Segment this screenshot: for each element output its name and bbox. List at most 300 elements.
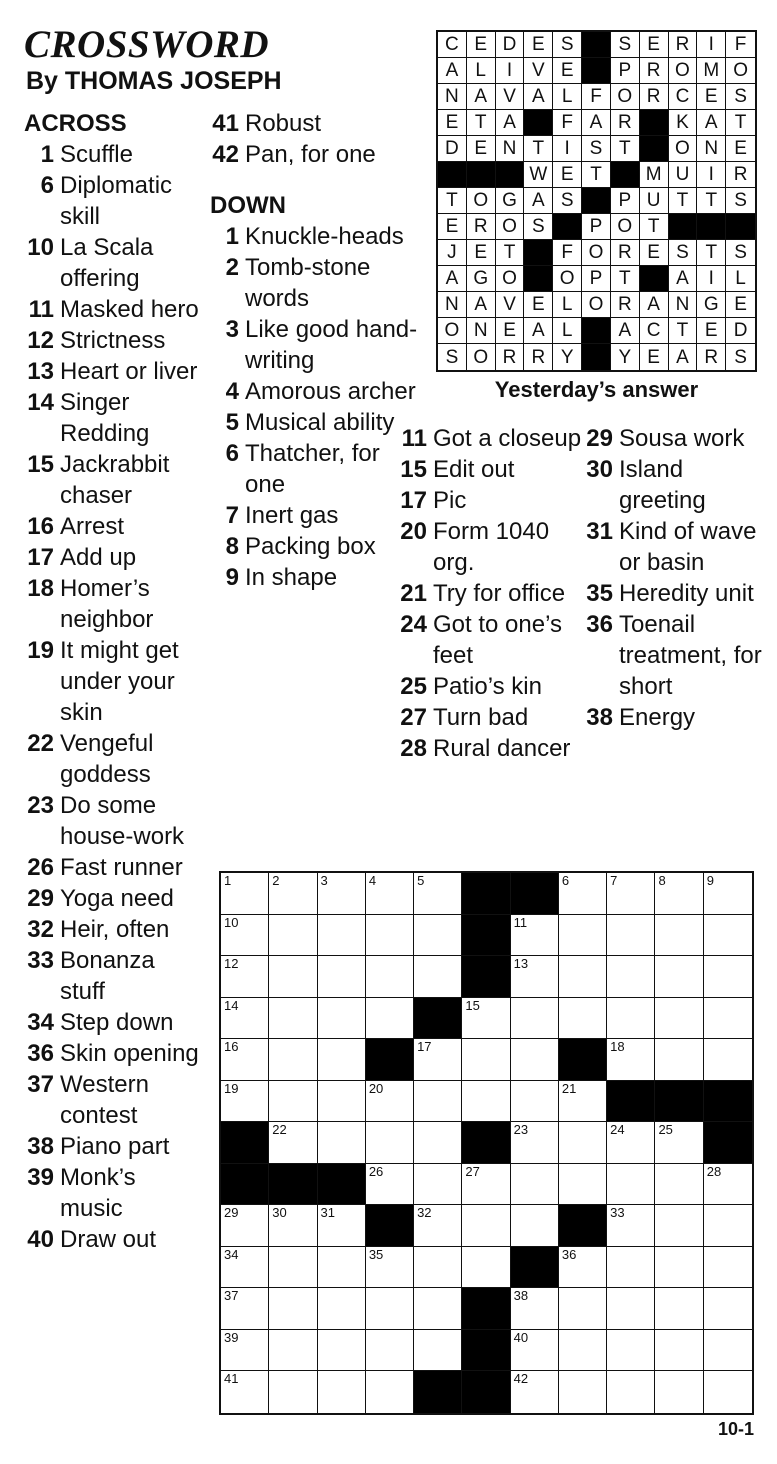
answer-letter: N	[697, 136, 726, 162]
clue-text: Like good hand-writing	[245, 316, 418, 374]
grid-cell[interactable]	[704, 915, 752, 957]
answer-letter: P	[611, 188, 640, 214]
clue-number: 28	[400, 735, 427, 762]
clue-text: La Scala offering	[60, 234, 154, 292]
answer-black-square	[640, 266, 669, 292]
across-clue	[24, 170, 202, 232]
answer-letter: F	[726, 32, 755, 58]
grid-cell[interactable]	[559, 873, 607, 915]
clue-text: Edit out	[433, 456, 515, 483]
clue-number: 1	[40, 141, 54, 168]
grid-cell[interactable]	[655, 1330, 703, 1372]
grid-cell[interactable]	[221, 873, 269, 915]
grid-black-square	[462, 873, 510, 915]
grid-cell[interactable]	[366, 873, 414, 915]
answer-letter: A	[438, 266, 467, 292]
clue-number: 38	[586, 704, 613, 731]
down-clue	[582, 454, 762, 516]
grid-cell[interactable]	[655, 1288, 703, 1330]
puzzle-date: 10-1	[717, 1419, 754, 1439]
grid-black-square	[414, 1371, 462, 1413]
grid-cell[interactable]	[704, 1039, 752, 1081]
answer-letter: T	[640, 214, 669, 240]
answer-letter: T	[669, 188, 698, 214]
grid-cell[interactable]	[221, 998, 269, 1040]
answer-black-square	[611, 162, 640, 188]
clue-text: Patio’s kin	[433, 673, 542, 700]
answer-letter: O	[467, 344, 496, 370]
grid-cell[interactable]	[607, 1122, 655, 1164]
grid-cell[interactable]	[221, 1081, 269, 1123]
down-clue	[210, 407, 420, 438]
answer-letter: A	[640, 292, 669, 318]
grid-black-square	[462, 1371, 510, 1413]
grid-cell[interactable]	[414, 1330, 462, 1372]
grid-cell[interactable]	[366, 1164, 414, 1206]
grid-cell[interactable]	[607, 1164, 655, 1206]
clue-text: Pic	[433, 487, 467, 514]
grid-cell[interactable]	[559, 956, 607, 998]
grid-cell[interactable]	[414, 1288, 462, 1330]
clue-text: Knuckle-heads	[245, 223, 404, 250]
answer-letter: R	[611, 240, 640, 266]
grid-cell[interactable]	[366, 956, 414, 998]
answer-letter: A	[697, 110, 726, 136]
clue-number: 29	[27, 885, 54, 912]
down-clue	[210, 221, 420, 252]
answer-letter: E	[438, 214, 467, 240]
clue-text: Strictness	[60, 327, 166, 354]
clue-text: Heart or liver	[60, 358, 198, 385]
grid-cell[interactable]	[318, 1288, 366, 1330]
grid-black-square	[462, 1330, 510, 1372]
grid-cell[interactable]	[559, 1122, 607, 1164]
grid-cell[interactable]	[269, 1288, 317, 1330]
grid-cell[interactable]	[511, 1330, 559, 1372]
grid-cell[interactable]	[462, 1081, 510, 1123]
grid-cell-number: 3	[320, 873, 328, 888]
grid-cell-number: 30	[272, 1205, 287, 1221]
answer-black-square	[524, 240, 553, 266]
grid-cell[interactable]	[704, 1371, 752, 1413]
grid-cell[interactable]	[607, 1039, 655, 1081]
clue-number: 21	[400, 580, 427, 607]
grid-cell-number: 24	[610, 1122, 625, 1138]
answer-letter: A	[438, 58, 467, 84]
grid-cell[interactable]	[655, 998, 703, 1040]
grid-cell[interactable]	[462, 1164, 510, 1206]
clue-text: Island greeting	[619, 456, 706, 514]
clue-text: Piano part	[60, 1133, 170, 1160]
clue-number: 9	[225, 564, 239, 591]
answer-letter: T	[611, 266, 640, 292]
answer-letter: R	[496, 344, 525, 370]
answer-letter: E	[524, 292, 553, 318]
grid-cell[interactable]	[655, 1122, 703, 1164]
grid-cell-number: 19	[224, 1080, 239, 1096]
answer-letter: T	[726, 110, 755, 136]
answer-letter: R	[524, 344, 553, 370]
grid-cell[interactable]	[318, 956, 366, 998]
answer-letter: U	[669, 162, 698, 188]
grid-cell[interactable]	[462, 1247, 510, 1289]
grid-cell[interactable]	[655, 1247, 703, 1289]
answer-letter: T	[438, 188, 467, 214]
grid-cell-number: 33	[610, 1205, 625, 1221]
clue-number: 22	[27, 730, 54, 757]
grid-cell[interactable]	[607, 998, 655, 1040]
grid-cell[interactable]	[414, 1081, 462, 1123]
clue-number: 16	[27, 513, 54, 540]
grid-cell[interactable]	[655, 1164, 703, 1206]
answer-letter: N	[438, 84, 467, 110]
grid-cell[interactable]	[607, 873, 655, 915]
clue-number: 6	[40, 172, 54, 199]
grid-cell[interactable]	[221, 1288, 269, 1330]
across-clue	[24, 511, 202, 542]
grid-cell[interactable]	[221, 1205, 269, 1247]
answer-letter: E	[640, 344, 669, 370]
clue-text: Bonanza stuff	[60, 947, 155, 1005]
across-clue	[24, 232, 202, 294]
answer-letter: O	[553, 266, 582, 292]
grid-cell[interactable]	[318, 1039, 366, 1081]
clue-number: 2	[225, 254, 239, 281]
grid-cell[interactable]	[366, 1371, 414, 1413]
grid-cell[interactable]	[318, 1205, 366, 1247]
grid-cell[interactable]	[366, 1081, 414, 1123]
answer-black-square	[524, 110, 553, 136]
grid-cell[interactable]	[607, 956, 655, 998]
clue-text: Amorous archer	[245, 378, 416, 405]
answer-black-square	[467, 162, 496, 188]
grid-cell-number: 37	[224, 1288, 239, 1304]
clue-number: 12	[27, 327, 54, 354]
grid-cell[interactable]	[511, 1288, 559, 1330]
grid-black-square	[704, 1122, 752, 1164]
answer-letter: I	[697, 32, 726, 58]
clue-text: Draw out	[60, 1226, 157, 1253]
grid-cell-number: 21	[561, 1080, 577, 1096]
grid-cell[interactable]	[269, 915, 317, 957]
grid-cell[interactable]	[414, 1164, 462, 1206]
answer-letter: O	[582, 292, 611, 318]
answer-letter: E	[553, 162, 582, 188]
grid-cell-number: 22	[272, 1122, 287, 1138]
down-clue	[396, 702, 582, 733]
clue-number: 20	[400, 518, 427, 545]
grid-cell[interactable]	[366, 1122, 414, 1164]
grid-cell-number: 8	[658, 873, 666, 888]
grid-cell[interactable]	[269, 1330, 317, 1372]
grid-cell[interactable]	[414, 1247, 462, 1289]
across-clue	[24, 356, 202, 387]
across-clue	[210, 108, 420, 139]
grid-cell[interactable]	[511, 1081, 559, 1123]
grid-cell[interactable]	[462, 1039, 510, 1081]
clue-number: 19	[27, 637, 54, 664]
answer-letter: V	[496, 84, 525, 110]
grid-cell[interactable]	[318, 915, 366, 957]
grid-cell[interactable]	[462, 998, 510, 1040]
answer-letter: O	[467, 188, 496, 214]
clue-number: 36	[586, 611, 613, 638]
clue-text: Got a closeup	[433, 425, 582, 452]
answer-black-square	[640, 110, 669, 136]
answer-letter: I	[697, 162, 726, 188]
clue-text: Got to one’s feet	[433, 611, 562, 669]
clue-number: 1	[225, 223, 239, 250]
grid-cell[interactable]	[269, 1247, 317, 1289]
grid-cell[interactable]	[511, 1371, 559, 1413]
clue-number: 32	[27, 916, 54, 943]
answer-letter: D	[438, 136, 467, 162]
clue-text: Step down	[60, 1009, 174, 1036]
answer-letter: G	[467, 266, 496, 292]
clue-text: Pan, for one	[245, 141, 376, 168]
grid-cell[interactable]	[511, 1205, 559, 1247]
grid-cell[interactable]	[269, 998, 317, 1040]
grid-cell[interactable]	[414, 1122, 462, 1164]
grid-cell-number: 39	[224, 1329, 239, 1345]
down-clue	[210, 562, 420, 593]
grid-cell[interactable]	[655, 915, 703, 957]
answer-black-square	[524, 266, 553, 292]
clue-text: Sousa work	[619, 425, 745, 452]
grid-cell[interactable]	[269, 1039, 317, 1081]
answer-black-square	[640, 136, 669, 162]
answer-letter: S	[726, 188, 755, 214]
clue-number: 15	[27, 451, 54, 478]
grid-cell[interactable]	[704, 1330, 752, 1372]
clue-number: 13	[27, 358, 54, 385]
grid-cell[interactable]	[221, 1039, 269, 1081]
grid-cell-number: 38	[513, 1288, 529, 1304]
grid-cell-number: 6	[561, 873, 570, 888]
answer-letter: S	[553, 188, 582, 214]
grid-black-square	[221, 1164, 269, 1206]
down-clue	[396, 671, 582, 702]
answer-letter: N	[669, 292, 698, 318]
grid-cell[interactable]	[366, 915, 414, 957]
grid-cell[interactable]	[559, 1164, 607, 1206]
answer-letter: T	[496, 240, 525, 266]
answer-black-square	[669, 214, 698, 240]
grid-cell[interactable]	[559, 1371, 607, 1413]
clue-text: Homer’s neighbor	[60, 575, 154, 633]
grid-cell[interactable]	[607, 1288, 655, 1330]
grid-cell[interactable]	[414, 956, 462, 998]
grid-cell[interactable]	[559, 915, 607, 957]
grid-cell[interactable]	[704, 1247, 752, 1289]
across-clue	[24, 1069, 202, 1131]
grid-cell[interactable]	[655, 956, 703, 998]
clue-number: 23	[27, 792, 54, 819]
grid-cell[interactable]	[221, 956, 269, 998]
grid-cell[interactable]	[318, 1122, 366, 1164]
grid-cell-number: 32	[417, 1205, 432, 1221]
answer-letter: R	[640, 84, 669, 110]
answer-letter: T	[669, 318, 698, 344]
grid-cell[interactable]	[366, 1247, 414, 1289]
grid-cell[interactable]	[269, 1205, 317, 1247]
clue-text: Tomb-stone words	[245, 254, 371, 312]
answer-black-square	[582, 318, 611, 344]
grid-cell[interactable]	[704, 873, 752, 915]
grid-cell[interactable]	[269, 956, 317, 998]
grid-cell[interactable]	[511, 915, 559, 957]
grid-cell-number: 26	[368, 1163, 384, 1179]
grid-cell[interactable]	[559, 1247, 607, 1289]
grid-cell-number: 5	[417, 873, 425, 888]
grid-cell[interactable]	[414, 873, 462, 915]
grid-cell[interactable]	[318, 998, 366, 1040]
section-heading: ACROSS	[24, 110, 127, 137]
answer-letter: S	[582, 136, 611, 162]
grid-cell[interactable]	[414, 1039, 462, 1081]
clue-number: 29	[586, 425, 613, 452]
grid-cell[interactable]	[704, 1164, 752, 1206]
grid-cell[interactable]	[511, 956, 559, 998]
clue-number: 39	[27, 1164, 54, 1191]
answer-letter: R	[640, 58, 669, 84]
grid-cell[interactable]	[511, 1164, 559, 1206]
grid-cell[interactable]	[221, 1330, 269, 1372]
grid-cell[interactable]	[221, 1247, 269, 1289]
answer-letter: P	[582, 214, 611, 240]
grid-cell[interactable]	[366, 1330, 414, 1372]
clue-number: 6	[225, 440, 239, 467]
clue-number: 31	[586, 518, 613, 545]
grid-cell[interactable]	[655, 1039, 703, 1081]
across-clue	[24, 635, 202, 728]
answer-letter: M	[640, 162, 669, 188]
down-clue	[396, 609, 582, 671]
grid-cell[interactable]	[414, 915, 462, 957]
grid-cell[interactable]	[655, 873, 703, 915]
answer-letter: E	[524, 32, 553, 58]
grid-cell[interactable]	[269, 1371, 317, 1413]
grid-cell[interactable]	[318, 1330, 366, 1372]
grid-cell[interactable]	[318, 1081, 366, 1123]
grid-cell[interactable]	[655, 1205, 703, 1247]
grid-cell-number: 18	[610, 1039, 625, 1055]
grid-cell[interactable]	[607, 1247, 655, 1289]
grid-cell[interactable]	[269, 1081, 317, 1123]
clue-text: Packing box	[245, 533, 376, 560]
grid-cell[interactable]	[318, 873, 366, 915]
answer-letter: E	[726, 136, 755, 162]
grid-cell[interactable]	[366, 1288, 414, 1330]
clue-number: 8	[225, 533, 239, 560]
grid-cell[interactable]	[221, 1371, 269, 1413]
grid-cell-number: 16	[224, 1039, 239, 1055]
answer-letter: E	[496, 318, 525, 344]
clue-text: Do some house-work	[60, 792, 185, 850]
grid-cell[interactable]	[607, 1205, 655, 1247]
clue-text: Vengeful goddess	[60, 730, 154, 788]
grid-cell[interactable]	[704, 1205, 752, 1247]
clue-text: Form 1040 org.	[433, 518, 550, 576]
grid-cell[interactable]	[704, 998, 752, 1040]
down-clue	[396, 454, 582, 485]
answer-letter: T	[582, 162, 611, 188]
grid-cell[interactable]	[607, 915, 655, 957]
across-clue	[24, 1224, 202, 1255]
answer-letter: Y	[611, 344, 640, 370]
grid-cell[interactable]	[366, 998, 414, 1040]
answer-letter: A	[524, 84, 553, 110]
grid-cell[interactable]	[704, 1288, 752, 1330]
answer-letter: E	[467, 32, 496, 58]
grid-cell-number: 4	[368, 873, 377, 888]
answer-letter: M	[697, 58, 726, 84]
grid-cell[interactable]	[511, 1039, 559, 1081]
answer-letter: T	[467, 110, 496, 136]
clue-number: 10	[27, 234, 54, 261]
clue-text: Western contest	[60, 1071, 149, 1129]
answer-letter: O	[669, 58, 698, 84]
grid-cell[interactable]	[655, 1371, 703, 1413]
clue-number: 17	[27, 544, 54, 571]
answer-letter: D	[496, 32, 525, 58]
across-clue	[24, 325, 202, 356]
clue-text: Scuffle	[60, 141, 133, 168]
answer-black-square	[438, 162, 467, 188]
grid-cell-number: 36	[561, 1246, 577, 1262]
grid-cell[interactable]	[462, 1205, 510, 1247]
down-clue	[210, 438, 420, 500]
answer-letter: L	[467, 58, 496, 84]
grid-black-square	[462, 915, 510, 957]
grid-cell[interactable]	[511, 998, 559, 1040]
down-clue	[396, 578, 582, 609]
grid-cell[interactable]	[607, 1371, 655, 1413]
grid-cell[interactable]	[269, 873, 317, 915]
grid-cell[interactable]	[559, 998, 607, 1040]
grid-cell-number: 29	[224, 1205, 239, 1221]
grid-cell[interactable]	[511, 1122, 559, 1164]
grid-cell[interactable]	[704, 956, 752, 998]
grid-cell-number: 41	[224, 1371, 239, 1387]
answer-letter: R	[726, 162, 755, 188]
answer-letter: E	[640, 32, 669, 58]
down-clue	[210, 252, 420, 314]
clue-number: 11	[28, 296, 54, 323]
grid-cell[interactable]	[559, 1081, 607, 1123]
grid-cell[interactable]	[318, 1247, 366, 1289]
answer-letter: N	[467, 318, 496, 344]
grid-cell[interactable]	[221, 915, 269, 957]
grid-cell[interactable]	[414, 1205, 462, 1247]
grid-cell[interactable]	[607, 1330, 655, 1372]
clue-text: Masked hero	[60, 296, 199, 323]
grid-cell[interactable]	[559, 1288, 607, 1330]
answer-letter: F	[553, 240, 582, 266]
answer-letter: L	[553, 292, 582, 318]
answer-letter: E	[467, 136, 496, 162]
grid-cell[interactable]	[559, 1330, 607, 1372]
clue-text: Rural dancer	[433, 735, 571, 762]
answer-letter: S	[553, 32, 582, 58]
grid-cell[interactable]	[269, 1122, 317, 1164]
clue-text: Skin opening	[60, 1040, 199, 1067]
answer-letter: I	[697, 266, 726, 292]
clue-text: Turn bad	[433, 704, 529, 731]
answer-black-square	[582, 188, 611, 214]
grid-cell[interactable]	[318, 1371, 366, 1413]
grid-cell-number: 31	[320, 1205, 335, 1221]
